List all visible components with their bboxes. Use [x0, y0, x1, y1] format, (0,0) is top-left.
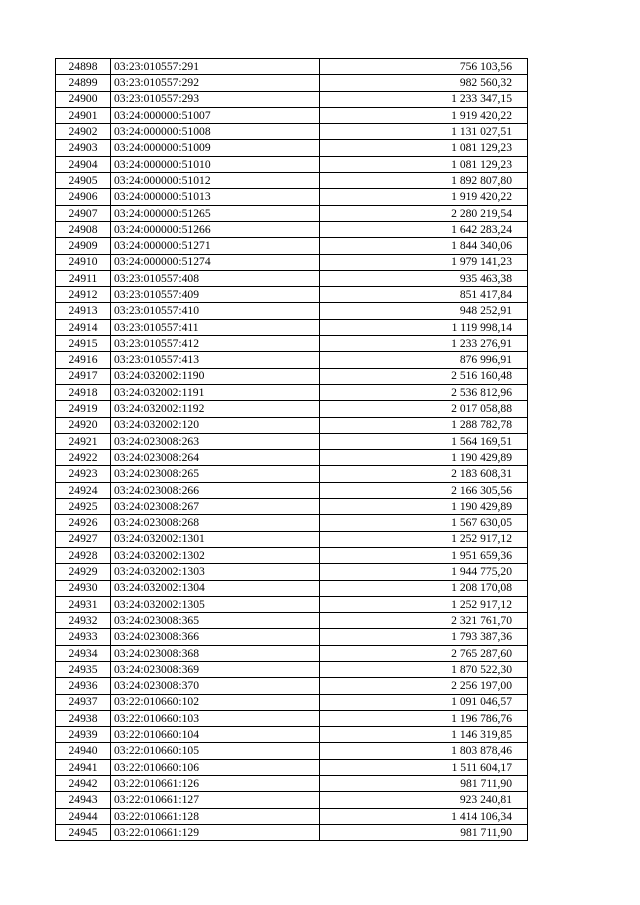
cadastral-number-cell: 03:24:000000:51007: [111, 107, 320, 123]
row-number-cell: 24920: [56, 417, 111, 433]
cadastral-value-cell: 2 765 287,60: [320, 645, 528, 661]
cadastral-value-cell: 2 536 812,96: [320, 384, 528, 400]
cadastral-value-cell: 1 119 998,14: [320, 319, 528, 335]
cadastral-number-cell: 03:24:000000:51271: [111, 238, 320, 254]
cadastral-value-cell: 982 560,32: [320, 75, 528, 91]
cadastral-number-cell: 03:24:000000:51010: [111, 156, 320, 172]
cadastral-number-cell: 03:24:023008:267: [111, 499, 320, 515]
cadastral-value-cell: 1 844 340,06: [320, 238, 528, 254]
cadastral-value-cell: 1 288 782,78: [320, 417, 528, 433]
table-row: [56, 792, 528, 808]
cadastral-value-cell: 1 511 604,17: [320, 759, 528, 775]
table-row: [56, 743, 528, 759]
row-number-cell: 24937: [56, 694, 111, 710]
cadastral-number-cell: 03:24:032002:1305: [111, 596, 320, 612]
row-number-cell: 24942: [56, 776, 111, 792]
row-number-cell: 24919: [56, 401, 111, 417]
cadastral-value-cell: 1 081 129,23: [320, 156, 528, 172]
cadastral-value-cell: 1 081 129,23: [320, 140, 528, 156]
cadastral-number-cell: 03:24:032002:1301: [111, 531, 320, 547]
row-number-cell: 24909: [56, 238, 111, 254]
row-number-cell: 24924: [56, 482, 111, 498]
table-row: [56, 189, 528, 205]
cadastral-value-cell: 2 280 219,54: [320, 205, 528, 221]
table-row: [56, 678, 528, 694]
table-row: [56, 238, 528, 254]
cadastral-value-cell: 2 017 058,88: [320, 401, 528, 417]
row-number-cell: 24926: [56, 515, 111, 531]
cadastral-number-cell: 03:24:032002:1192: [111, 401, 320, 417]
row-number-cell: 24930: [56, 580, 111, 596]
row-number-cell: 24901: [56, 107, 111, 123]
cadastral-value-cell: 981 711,90: [320, 776, 528, 792]
table-row: [56, 124, 528, 140]
table-row: [56, 564, 528, 580]
cadastral-value-cell: 1 252 917,12: [320, 596, 528, 612]
table-row: [56, 776, 528, 792]
table-row: [56, 336, 528, 352]
table-row: [56, 417, 528, 433]
table-row: [56, 629, 528, 645]
cadastral-value-cell: 1 233 347,15: [320, 91, 528, 107]
table-row: [56, 808, 528, 824]
table-row: [56, 824, 528, 840]
cadastral-value-cell: 1 252 917,12: [320, 531, 528, 547]
cadastral-number-cell: 03:24:000000:51008: [111, 124, 320, 140]
cadastral-value-cell: 948 252,91: [320, 303, 528, 319]
cadastral-value-cell: 1 567 630,05: [320, 515, 528, 531]
cadastral-number-cell: 03:23:010557:410: [111, 303, 320, 319]
cadastral-value-cell: 1 919 420,22: [320, 107, 528, 123]
cadastral-value-cell: 876 996,91: [320, 352, 528, 368]
row-number-cell: 24943: [56, 792, 111, 808]
cadastral-number-cell: 03:23:010557:292: [111, 75, 320, 91]
cadastral-value-cell: 1 208 170,08: [320, 580, 528, 596]
cadastral-number-cell: 03:22:010661:126: [111, 776, 320, 792]
cadastral-value-cell: 1 414 106,34: [320, 808, 528, 824]
table-row: [56, 727, 528, 743]
table-row: [56, 173, 528, 189]
row-number-cell: 24913: [56, 303, 111, 319]
row-number-cell: 24904: [56, 156, 111, 172]
table-row: [56, 759, 528, 775]
cadastral-value-cell: 1 564 169,51: [320, 433, 528, 449]
cadastral-number-cell: 03:24:000000:51013: [111, 189, 320, 205]
cadastral-value-cell: 2 321 761,70: [320, 613, 528, 629]
table-row: [56, 450, 528, 466]
cadastral-number-cell: 03:24:000000:51009: [111, 140, 320, 156]
cadastral-value-cell: 2 166 305,56: [320, 482, 528, 498]
row-number-cell: 24911: [56, 270, 111, 286]
row-number-cell: 24903: [56, 140, 111, 156]
table-row: [56, 580, 528, 596]
table-row: [56, 596, 528, 612]
row-number-cell: 24917: [56, 368, 111, 384]
table-row: [56, 645, 528, 661]
row-number-cell: 24918: [56, 384, 111, 400]
row-number-cell: 24939: [56, 727, 111, 743]
cadastral-value-cell: 1 091 046,57: [320, 694, 528, 710]
cadastral-number-cell: 03:24:032002:1304: [111, 580, 320, 596]
cadastral-value-cell: 1 951 659,36: [320, 547, 528, 563]
row-number-cell: 24933: [56, 629, 111, 645]
row-number-cell: 24931: [56, 596, 111, 612]
table-row: [56, 368, 528, 384]
row-number-cell: 24941: [56, 759, 111, 775]
table-row: [56, 75, 528, 91]
cadastral-value-cell: 981 711,90: [320, 824, 528, 840]
cadastral-value-table: [55, 58, 528, 841]
cadastral-number-cell: 03:22:010661:128: [111, 808, 320, 824]
cadastral-number-cell: 03:23:010557:413: [111, 352, 320, 368]
table-row: [56, 59, 528, 75]
cadastral-value-cell: 1 803 878,46: [320, 743, 528, 759]
cadastral-number-cell: 03:23:010557:409: [111, 287, 320, 303]
cadastral-number-cell: 03:22:010660:106: [111, 759, 320, 775]
row-number-cell: 24929: [56, 564, 111, 580]
cadastral-value-cell: 1 131 027,51: [320, 124, 528, 140]
table-row: [56, 499, 528, 515]
table-row: [56, 287, 528, 303]
table-row: [56, 661, 528, 677]
row-number-cell: 24940: [56, 743, 111, 759]
table-row: [56, 466, 528, 482]
table-body: [56, 59, 528, 841]
row-number-cell: 24922: [56, 450, 111, 466]
row-number-cell: 24910: [56, 254, 111, 270]
cadastral-number-cell: 03:24:000000:51265: [111, 205, 320, 221]
row-number-cell: 24908: [56, 221, 111, 237]
row-number-cell: 24923: [56, 466, 111, 482]
cadastral-value-cell: 1 642 283,24: [320, 221, 528, 237]
cadastral-number-cell: 03:24:032002:1303: [111, 564, 320, 580]
cadastral-value-cell: 1 870 522,30: [320, 661, 528, 677]
cadastral-number-cell: 03:24:032002:120: [111, 417, 320, 433]
cadastral-number-cell: 03:24:023008:370: [111, 678, 320, 694]
cadastral-number-cell: 03:23:010557:412: [111, 336, 320, 352]
cadastral-number-cell: 03:24:023008:365: [111, 613, 320, 629]
row-number-cell: 24945: [56, 824, 111, 840]
cadastral-number-cell: 03:24:023008:266: [111, 482, 320, 498]
cadastral-number-cell: 03:24:000000:51012: [111, 173, 320, 189]
cadastral-number-cell: 03:24:023008:264: [111, 450, 320, 466]
cadastral-value-cell: 851 417,84: [320, 287, 528, 303]
row-number-cell: 24899: [56, 75, 111, 91]
cadastral-value-cell: 1 233 276,91: [320, 336, 528, 352]
table-row: [56, 694, 528, 710]
cadastral-number-cell: 03:24:000000:51266: [111, 221, 320, 237]
row-number-cell: 24928: [56, 547, 111, 563]
table-row: [56, 221, 528, 237]
cadastral-number-cell: 03:24:023008:268: [111, 515, 320, 531]
cadastral-value-cell: 1 892 807,80: [320, 173, 528, 189]
row-number-cell: 24927: [56, 531, 111, 547]
cadastral-value-cell: 756 103,56: [320, 59, 528, 75]
cadastral-value-cell: 1 196 786,76: [320, 710, 528, 726]
table-row: [56, 401, 528, 417]
table-row: [56, 482, 528, 498]
row-number-cell: 24921: [56, 433, 111, 449]
row-number-cell: 24902: [56, 124, 111, 140]
cadastral-number-cell: 03:24:032002:1302: [111, 547, 320, 563]
cadastral-value-cell: 1 190 429,89: [320, 499, 528, 515]
table-row: [56, 303, 528, 319]
cadastral-number-cell: 03:22:010661:129: [111, 824, 320, 840]
row-number-cell: 24934: [56, 645, 111, 661]
cadastral-number-cell: 03:23:010557:408: [111, 270, 320, 286]
row-number-cell: 24938: [56, 710, 111, 726]
cadastral-number-cell: 03:23:010557:293: [111, 91, 320, 107]
table-row: [56, 515, 528, 531]
row-number-cell: 24944: [56, 808, 111, 824]
row-number-cell: 24916: [56, 352, 111, 368]
cadastral-number-cell: 03:24:023008:369: [111, 661, 320, 677]
table-row: [56, 156, 528, 172]
cadastral-number-cell: 03:24:032002:1191: [111, 384, 320, 400]
cadastral-number-cell: 03:22:010660:102: [111, 694, 320, 710]
cadastral-value-cell: 2 256 197,00: [320, 678, 528, 694]
cadastral-value-cell: 2 183 608,31: [320, 466, 528, 482]
table-row: [56, 433, 528, 449]
row-number-cell: 24900: [56, 91, 111, 107]
table-row: [56, 254, 528, 270]
row-number-cell: 24915: [56, 336, 111, 352]
cadastral-number-cell: 03:24:000000:51274: [111, 254, 320, 270]
table-row: [56, 710, 528, 726]
table-row: [56, 547, 528, 563]
row-number-cell: 24935: [56, 661, 111, 677]
table-row: [56, 140, 528, 156]
table-row: [56, 107, 528, 123]
table-row: [56, 613, 528, 629]
cadastral-number-cell: 03:22:010660:105: [111, 743, 320, 759]
cadastral-value-cell: 1 919 420,22: [320, 189, 528, 205]
cadastral-number-cell: 03:24:023008:366: [111, 629, 320, 645]
table-row: [56, 384, 528, 400]
cadastral-number-cell: 03:22:010661:127: [111, 792, 320, 808]
row-number-cell: 24936: [56, 678, 111, 694]
row-number-cell: 24905: [56, 173, 111, 189]
cadastral-value-cell: 1 146 319,85: [320, 727, 528, 743]
cadastral-value-cell: 1 979 141,23: [320, 254, 528, 270]
row-number-cell: 24907: [56, 205, 111, 221]
row-number-cell: 24906: [56, 189, 111, 205]
cadastral-number-cell: 03:24:023008:263: [111, 433, 320, 449]
table-row: [56, 352, 528, 368]
cadastral-number-cell: 03:24:032002:1190: [111, 368, 320, 384]
table-row: [56, 270, 528, 286]
row-number-cell: 24914: [56, 319, 111, 335]
row-number-cell: 24932: [56, 613, 111, 629]
cadastral-number-cell: 03:22:010660:104: [111, 727, 320, 743]
cadastral-value-cell: 1 944 775,20: [320, 564, 528, 580]
cadastral-number-cell: 03:24:023008:265: [111, 466, 320, 482]
cadastral-number-cell: 03:23:010557:411: [111, 319, 320, 335]
table-row: [56, 531, 528, 547]
table-row: [56, 91, 528, 107]
cadastral-value-cell: 1 190 429,89: [320, 450, 528, 466]
row-number-cell: 24925: [56, 499, 111, 515]
cadastral-number-cell: 03:24:023008:368: [111, 645, 320, 661]
row-number-cell: 24912: [56, 287, 111, 303]
cadastral-value-cell: 923 240,81: [320, 792, 528, 808]
table-row: [56, 205, 528, 221]
cadastral-value-cell: 2 516 160,48: [320, 368, 528, 384]
row-number-cell: 24898: [56, 59, 111, 75]
cadastral-number-cell: 03:22:010660:103: [111, 710, 320, 726]
cadastral-value-cell: 1 793 387,36: [320, 629, 528, 645]
table-row: [56, 319, 528, 335]
cadastral-number-cell: 03:23:010557:291: [111, 59, 320, 75]
cadastral-value-cell: 935 463,38: [320, 270, 528, 286]
